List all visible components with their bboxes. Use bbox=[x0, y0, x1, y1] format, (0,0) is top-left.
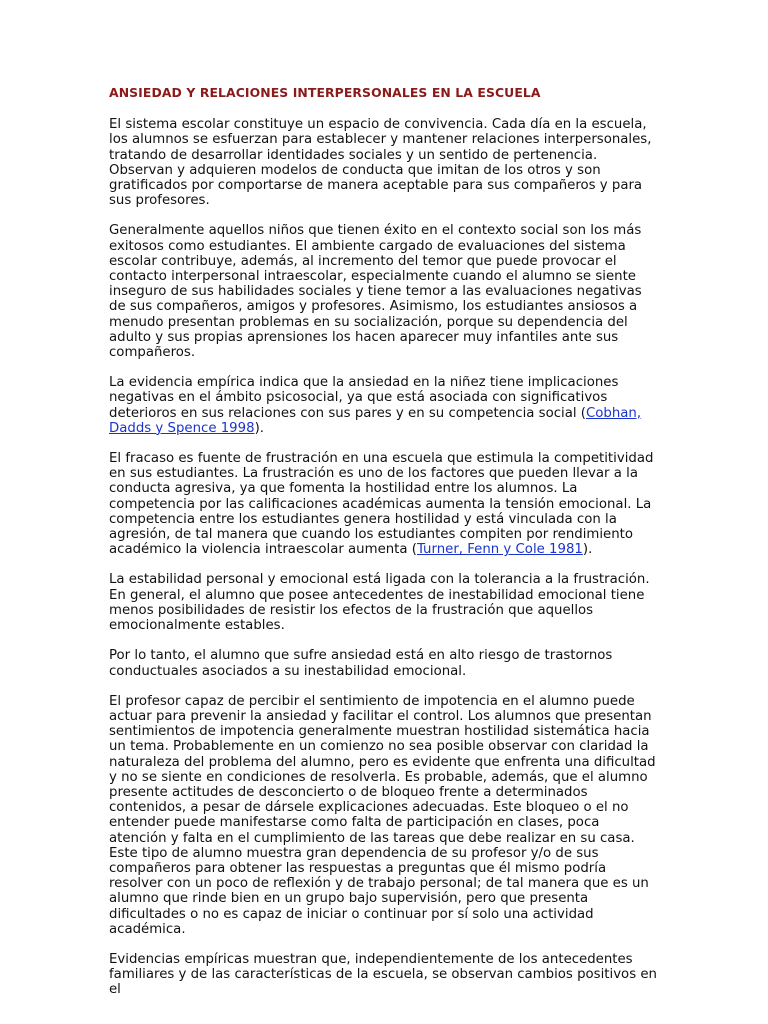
paragraph-4-end: ). bbox=[582, 542, 593, 558]
paragraph-2: Generalmente aquellos niños que tienen éxito en el contexto social son los más exitosos como estudiantes. El ambiente cargado de evaluaciones del sistema escolar contribuye, además, al incremento del temor que puede provocar el contacto interpersonal intraescolar, especialmente cuando el alumno se siente inseguro de sus habilidades sociales y tiene temor a las evaluaciones negativas de sus compañeros, amigos y profesores. Asimismo, los estudiantes ansiosos a menudo presentan problemas en su socialización, porque su dependencia del adulto y sus propias aprensiones los hacen aparecer muy infantiles ante sus compañeros. bbox=[109, 223, 642, 361]
document-page bbox=[109, 85, 659, 1013]
paragraph-4-text: El fracaso es fuente de frustración en una escuela que estimula la competitividad en sus estudiantes. La frustración es uno de los factores que pueden llevar a la conducta agresiva, ya que fomenta la hostilidad entre los alumnos. La competencia por las calificaciones académicas aumenta la tensión emocional. La competencia entre los estudiantes genera hostilidad y está vinculada con la agresión, de tal manera que cuando los estudiantes compiten por rendimiento académico la violencia intraescolar aumenta ( bbox=[109, 451, 654, 558]
paragraph-3 bbox=[109, 375, 659, 436]
document-title: ANSIEDAD Y RELACIONES INTERPERSONALES EN LA ESCUELA bbox=[109, 85, 541, 100]
paragraph-3-end: ). bbox=[254, 420, 264, 436]
paragraph-5: La estabilidad personal y emocional está ligada con la tolerancia a la frustración. En general, el alumno que posee antecedentes de inestabilidad emocional tiene menos posibilidades de resistir los efectos de la frustración que aquellos emocionalmente estables. bbox=[109, 572, 650, 634]
paragraph-7: El profesor capaz de percibir el sentimiento de impotencia en el alumno puede actuar para prevenir la ansiedad y facilitar el control. Los alumnos que presentan sentimientos de impotencia generalmente muestran hostilidad sistemática hacia un tema. Probablemente en un comienzo no sea posible observar con claridad la naturaleza del problema del alumno, pero es evidente que enfrenta una dificultad y no se siente en condiciones de resolverla. Es probable, además, que el alumno presente actitudes de desconcierto o de bloqueo frente a determinados contenidos, a pesar de dársele explicaciones adecuadas. Este bloqueo o el no entender puede manifestarse como falta de participación en clases, poca atención y falta en el cumplimiento de las tareas que debe realizar en su casa. Este tipo de alumno muestra gran dependencia de su profesor y/o de sus compañeros para obtener las respuestas a preguntas que él mismo podría resolver con un poco de reflexión y de trabajo personal; de tal manera que es un alumno que rinde bien en un grupo bajo supervisión, pero que presenta dificultades o no es capaz de iniciar o continuar por sí solo una actividad académica. bbox=[109, 693, 656, 937]
citation-link-turner[interactable]: Turner, Fenn y Cole 1981 bbox=[416, 542, 583, 558]
paragraph-4 bbox=[109, 451, 659, 557]
paragraph-3-text: La evidencia empírica indica que la ansiedad en la niñez tiene implicaciones negativas en el ámbito psicosocial, ya que está asociada con significativos deterioros en sus relaciones con sus pares y en su competencia social ( bbox=[109, 375, 619, 421]
citation-link-cobhan[interactable]: Cobhan, Dadds y Spence 1998 bbox=[109, 405, 642, 436]
paragraph-8: Evidencias empíricas muestran que, independientemente de los antecedentes familiares y de las características de la escuela, se observan cambios positivos en el bbox=[109, 951, 657, 998]
paragraph-6: Por lo tanto, el alumno que sufre ansiedad está en alto riesgo de trastornos conductuales asociados a su inestabilidad emocional. bbox=[109, 648, 613, 679]
paragraph-1: El sistema escolar constituye un espacio de convivencia. Cada día en la escuela, los alumnos se esfuerzan para establecer y mantener relaciones interpersonales, tratando de desarrollar identidades sociales y un sentido de pertenencia. Observan y adquieren modelos de conducta que imitan de los otros y son gratificados por comportarse de manera aceptable para sus compañeros y para sus profesores. bbox=[109, 117, 652, 209]
